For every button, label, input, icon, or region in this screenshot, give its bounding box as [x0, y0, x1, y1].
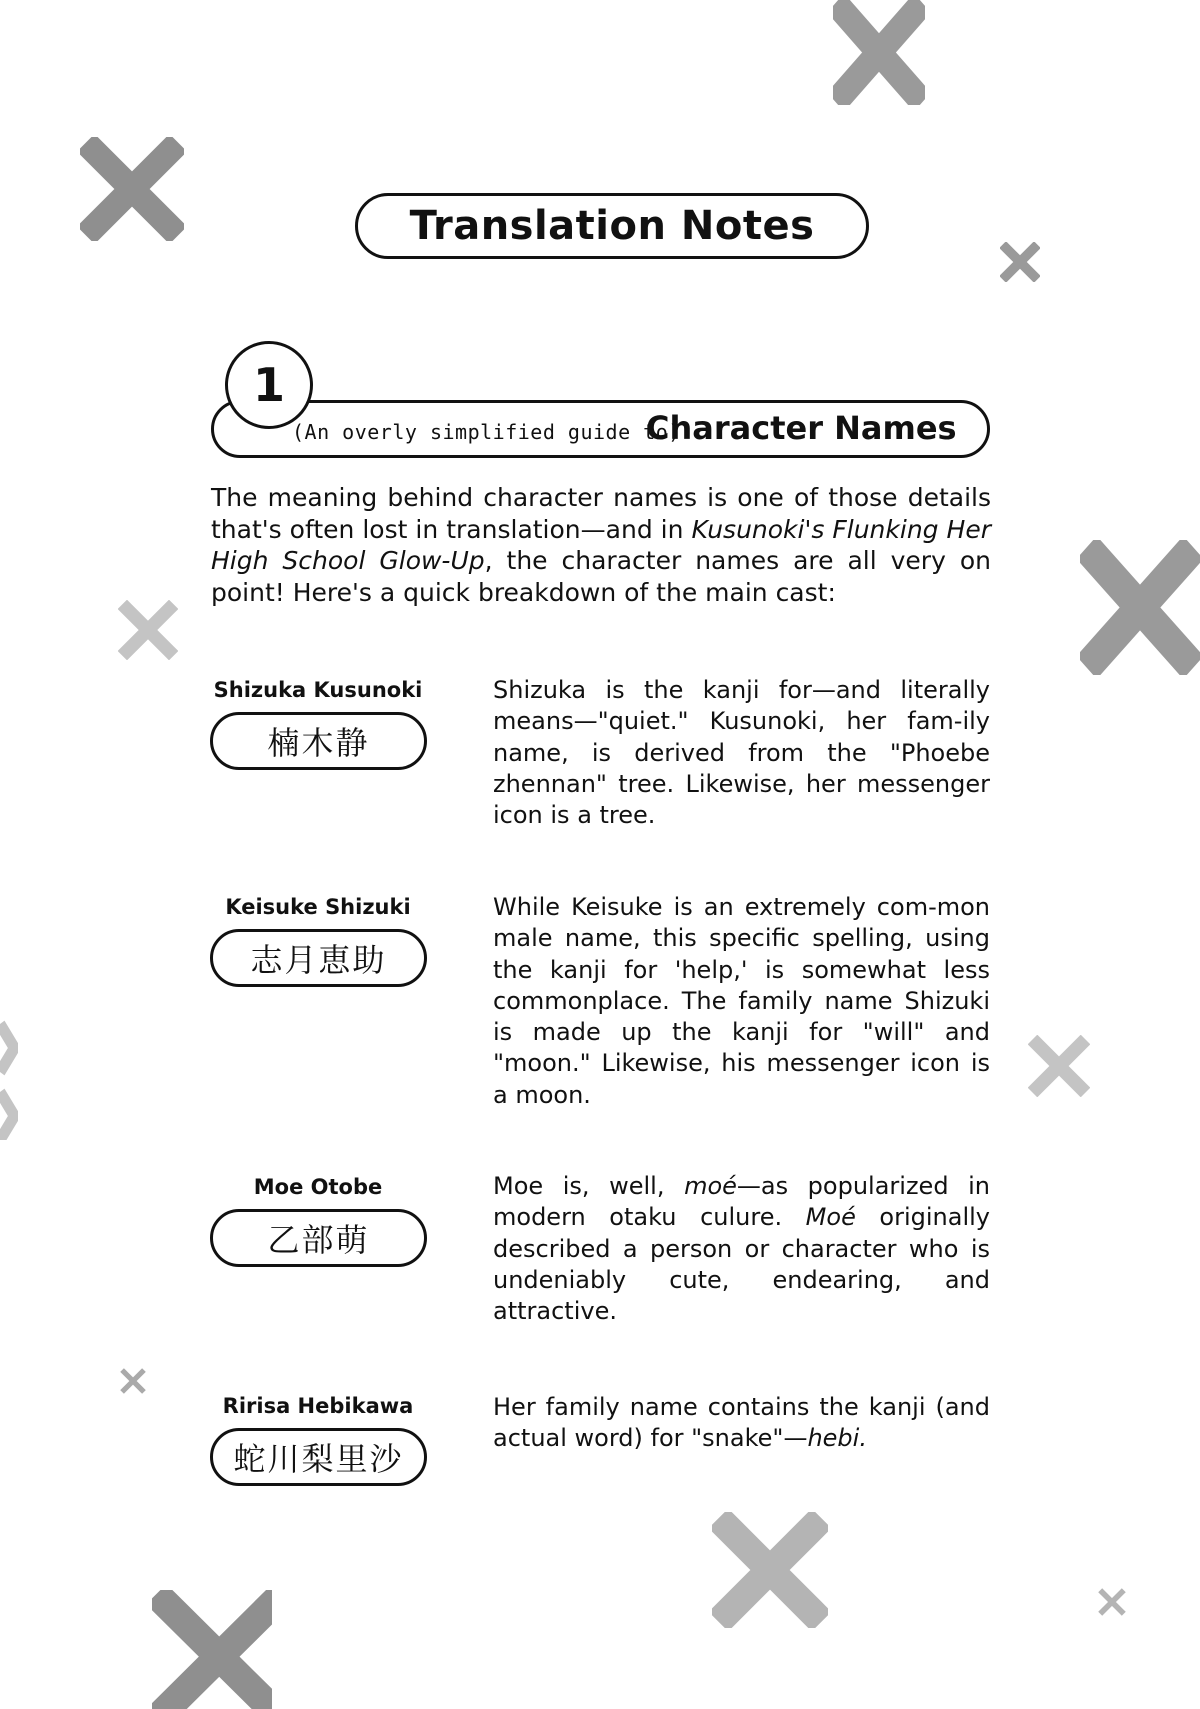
- decorative-x-icon: [833, 0, 925, 105]
- section-subtitle: (An overly simplified guide to): [292, 420, 681, 444]
- decorative-x-icon: [712, 1512, 828, 1628]
- character-name: Shizuka Kusunoki: [213, 678, 423, 702]
- character-kanji-badge: 乙部萌: [210, 1209, 427, 1267]
- character-name: Ririsa Hebikawa: [222, 1394, 414, 1418]
- intro-paragraph: The meaning behind character names is one of those details that's often lost in translation—and in Kusunoki's Flunking Her High School Glow-Up, the character names are all very on point! Here's a quick breakdown of the main cast:: [211, 483, 991, 607]
- section-title: Character Names: [646, 409, 957, 447]
- character-name: Moe Otobe: [253, 1175, 383, 1199]
- section-number-badge: 1: [225, 341, 313, 429]
- page-title: Translation Notes: [355, 193, 869, 259]
- character-kanji-badge: 蛇川梨里沙: [210, 1428, 427, 1486]
- decorative-x-icon: [1098, 1588, 1126, 1616]
- character-description: Shizuka is the kanji for—and literally means—"quiet." Kusunoki, her fam-ily name, is derived from the "Phoebe zhennan" tree. Likewise, her messenger icon is a tree.: [493, 676, 990, 830]
- decorative-x-icon: [1000, 242, 1040, 282]
- decorative-x-icon: [80, 137, 184, 241]
- character-description: While Keisuke is an extremely com-mon male name, this specific spelling, using the kanji for 'help,' is somewhat less commonplace. The family name Shizuki is made up the kanji for "will" and "moon." Likewise, his messenger icon is a moon.: [493, 893, 990, 1109]
- character-kanji-badge: 志月恵助: [210, 929, 427, 987]
- decorative-x-icon: [118, 600, 178, 660]
- decorative-x-icon: [1028, 1035, 1090, 1097]
- character-description: Her family name contains the kanji (and actual word) for "snake"—hebi.: [493, 1393, 990, 1453]
- character-kanji-badge: 楠木静: [210, 712, 427, 770]
- decorative-x-icon: [0, 1020, 18, 1140]
- book-title: Kusunoki's Flunking Her High School Glow-Up: [211, 514, 991, 575]
- decorative-x-icon: [1080, 540, 1200, 675]
- character-name: Keisuke Shizuki: [225, 895, 411, 919]
- character-description: Moe is, well, moé—as popularized in modern otaku culure. Moé originally described a person or character who is undeniably cute, endearing, and attractive.: [493, 1172, 991, 1326]
- decorative-x-icon: [152, 1590, 272, 1709]
- decorative-x-icon: [120, 1368, 146, 1394]
